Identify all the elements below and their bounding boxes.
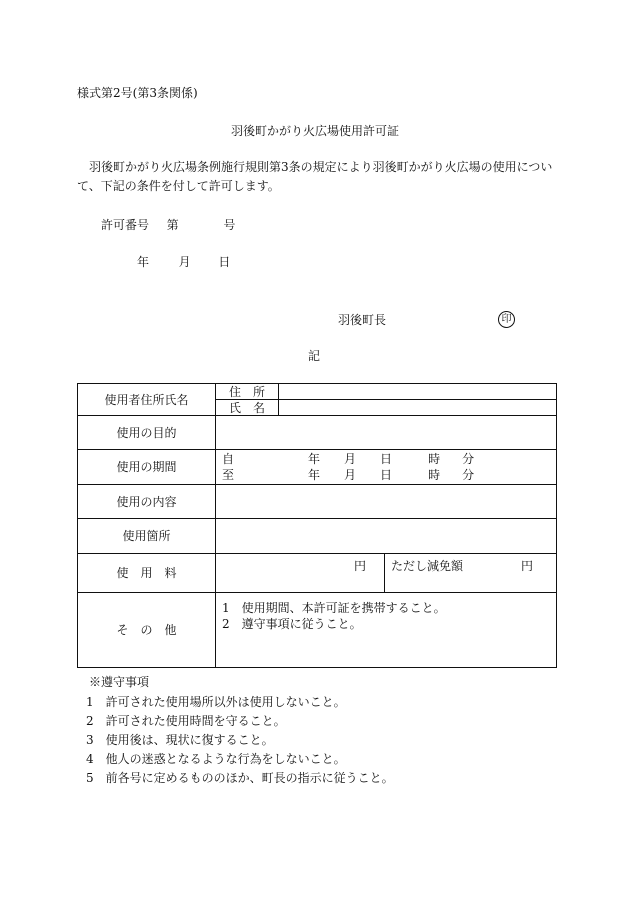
permit-details-table [77, 383, 557, 668]
content-label: 使用の内容 [78, 485, 216, 519]
from-minute: 分 [462, 452, 475, 466]
to-year: 年 [308, 468, 321, 482]
other-label: そ の 他 [78, 593, 216, 668]
name-label: 氏 名 [216, 400, 279, 416]
permit-number-label: 許可番号 [101, 218, 150, 232]
fee-yen: 円 [353, 559, 366, 573]
period-label: 使用の期間 [78, 450, 216, 485]
form-number-label: 様式第2号(第3条関係) [77, 86, 198, 100]
to-day: 日 [380, 468, 393, 482]
date-day: 日 [218, 255, 231, 269]
note-item: 1 許可された使用場所以外は使用しないこと。 [86, 695, 346, 709]
from-month: 月 [344, 452, 357, 466]
reduction-yen: 円 [521, 559, 534, 573]
from-year: 年 [308, 452, 321, 466]
reduction-field[interactable] [385, 554, 557, 593]
period-field[interactable] [216, 450, 557, 485]
other-field [216, 593, 557, 668]
fee-label: 使 用 料 [78, 554, 216, 593]
other-item-2: 2 遵守事項に従うこと。 [222, 617, 362, 631]
address-field[interactable] [279, 384, 557, 400]
note-item: 5 前各号に定めるもののほか、町長の指示に従うこと。 [86, 771, 394, 785]
fee-field[interactable] [216, 554, 385, 593]
place-field[interactable] [216, 519, 557, 554]
ki-heading: 記 [308, 349, 321, 363]
purpose-field[interactable] [216, 416, 557, 450]
to-hour: 時 [428, 468, 441, 482]
permit-number-dai: 第 [166, 218, 179, 232]
seal-mark: 印 [498, 311, 515, 328]
other-item-1: 1 使用期間、本許可証を携帯すること。 [222, 601, 446, 615]
permit-number-go: 号 [223, 218, 236, 232]
permit-number-row [101, 218, 235, 232]
intro-text-line-1: 羽後町かがり火広場条例施行規則第3条の規定により羽後町かがり火広場の使用につい [89, 160, 553, 174]
notes-heading: ※遵守事項 [89, 675, 150, 689]
from-hour: 時 [428, 452, 441, 466]
user-address-name-label: 使用者住所氏名 [78, 384, 216, 416]
period-from-label: 自 [222, 452, 235, 466]
note-item: 2 許可された使用時間を守ること。 [86, 714, 286, 728]
content-field[interactable] [216, 485, 557, 519]
document-title: 羽後町かがり火広場使用許可証 [230, 124, 399, 138]
period-from-row [222, 451, 556, 467]
date-month: 月 [178, 255, 191, 269]
note-item: 4 他人の迷惑となるような行為をしないこと。 [86, 752, 346, 766]
issue-date-row [137, 255, 230, 269]
issuer-mayor: 羽後町長 [338, 313, 387, 327]
to-month: 月 [344, 468, 357, 482]
place-label: 使用箇所 [78, 519, 216, 554]
date-year: 年 [137, 255, 150, 269]
purpose-label: 使用の目的 [78, 416, 216, 450]
to-minute: 分 [462, 468, 475, 482]
period-to-row [222, 467, 556, 483]
note-item: 3 使用後は、現状に復すること。 [86, 733, 274, 747]
name-field[interactable] [279, 400, 557, 416]
intro-text-line-2: て、下記の条件を付して許可します。 [77, 179, 280, 193]
address-label: 住 所 [216, 384, 279, 400]
period-to-label: 至 [222, 468, 235, 482]
from-day: 日 [380, 452, 393, 466]
reduction-label: ただし減免額 [391, 559, 464, 573]
